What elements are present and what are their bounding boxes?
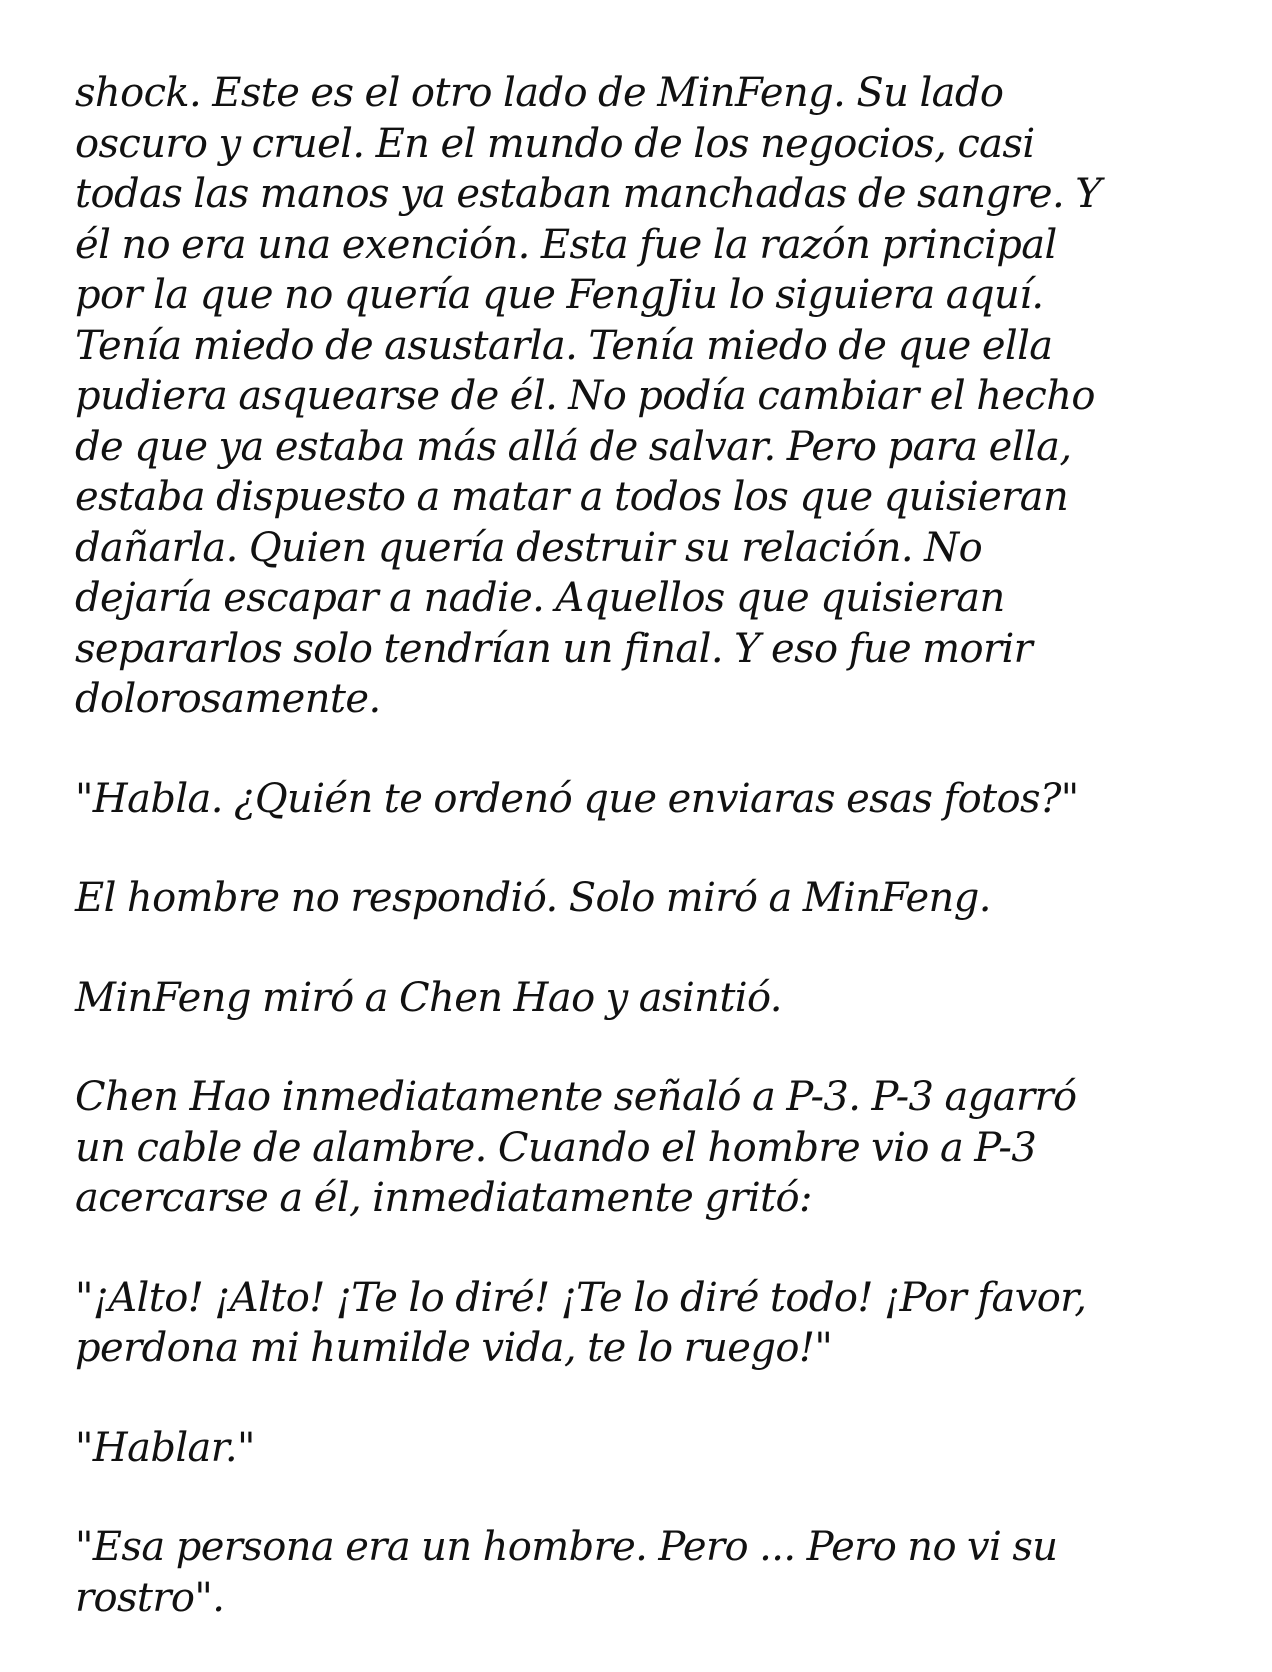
text-line: estaba dispuesto a matar a todos los que quisieran xyxy=(75,474,1069,520)
text-line: dejaría escapar a nadie. Aquellos que quisieran xyxy=(75,575,1005,621)
text-line: Chen Hao inmediatamente señaló a P-3. P-3 agarró xyxy=(75,1074,1077,1120)
text-line: un cable de alambre. Cuando el hombre vio a P-3 xyxy=(75,1124,1037,1171)
paragraph-narration-chen-hao xyxy=(75,1072,1212,1224)
text-line: de que ya estaba más allá de salvar. Pero para ella, xyxy=(75,423,1072,470)
paragraph-narration-asintio xyxy=(75,973,1212,1024)
text-line: shock. Este es el otro lado de MinFeng. Su lado xyxy=(75,70,1004,116)
text-line: "Esa persona era un hombre. Pero ... Pero no vi su xyxy=(75,1524,1058,1570)
text-line: él no era una exención. Esta fue la razón principal xyxy=(75,221,1057,268)
paragraph-narration-no-respondio xyxy=(75,873,1212,924)
text-line: MinFeng miró a Chen Hao y asintió. xyxy=(75,974,782,1021)
text-line: pudiera asquearse de él. No podía cambiar el hecho xyxy=(75,373,1095,419)
text-line: Tenía miedo de asustarla. Tenía miedo de que ella xyxy=(75,322,1053,369)
text-line: "¡Alto! ¡Alto! ¡Te lo diré! ¡Te lo diré todo! ¡Por favor, xyxy=(75,1274,1087,1321)
text-line: acercarse a él, inmediatamente gritó: xyxy=(75,1175,812,1221)
text-line: dañarla. Quien quería destruir su relación. No xyxy=(75,524,983,571)
text-line: El hombre no respondió. Solo miró a MinFeng. xyxy=(75,875,991,921)
paragraph-dialogue-esa-persona xyxy=(75,1522,1212,1623)
paragraph-dialogue-alto xyxy=(75,1273,1212,1374)
text-line: por la que no quería que FengJiu lo siguiera aquí. xyxy=(75,272,1044,318)
text-line: oscuro y cruel. En el mundo de los negocios, casi xyxy=(75,120,1035,167)
text-line: rostro". xyxy=(75,1574,225,1621)
paragraph-narration-minfeng xyxy=(75,68,1212,725)
text-line: todas las manos ya estaban manchadas de sangre. Y xyxy=(75,171,1102,217)
paragraph-dialogue-hablar xyxy=(75,1423,1212,1474)
text-line: "Hablar." xyxy=(75,1424,255,1471)
text-line: separarlos solo tendrían un final. Y eso fue morir xyxy=(75,625,1033,672)
paragraph-dialogue-habla xyxy=(75,774,1212,825)
text-line: dolorosamente. xyxy=(75,676,381,722)
text-line: "Habla. ¿Quién te ordenó que enviaras esas fotos?" xyxy=(75,775,1079,822)
text-line: perdona mi humilde vida, te lo ruego!" xyxy=(75,1325,833,1371)
